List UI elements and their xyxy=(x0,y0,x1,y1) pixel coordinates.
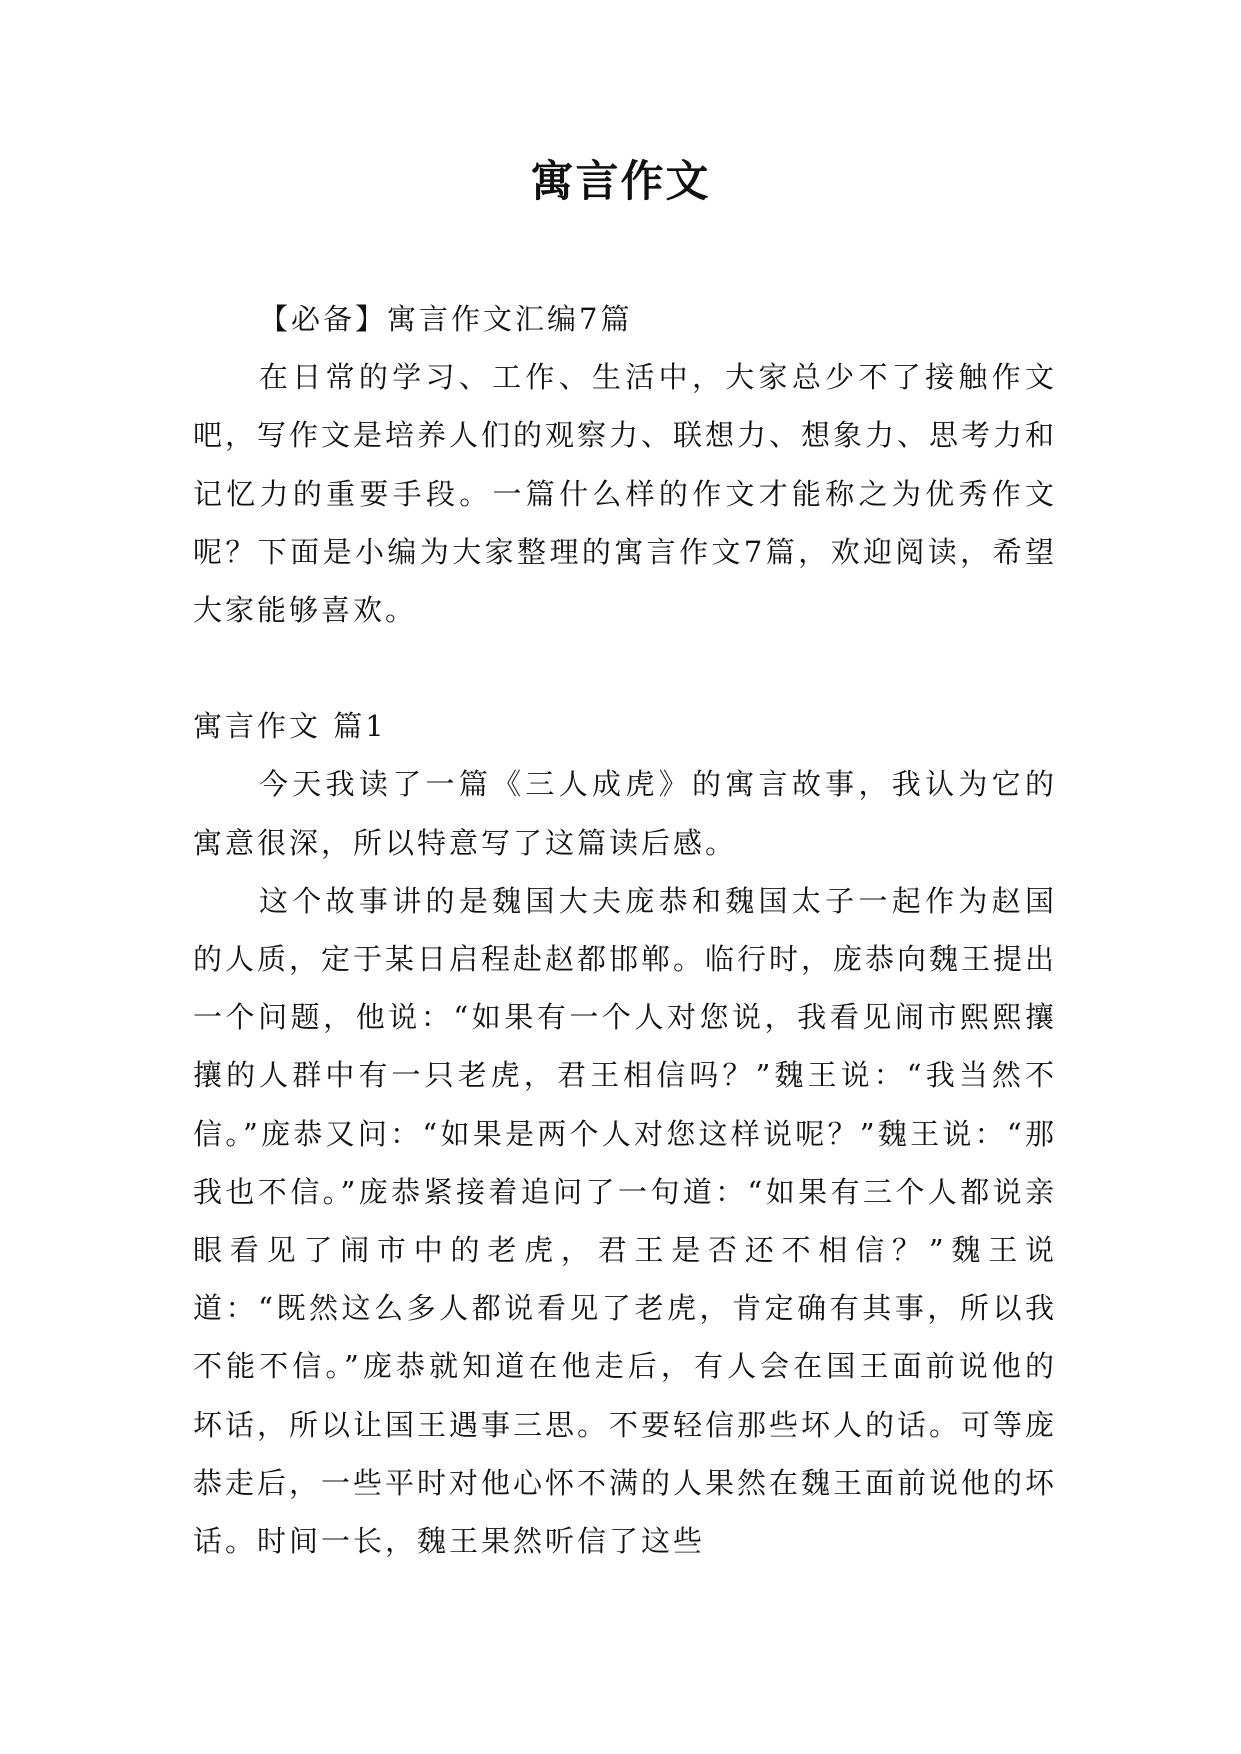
document-body xyxy=(193,290,1057,1570)
section-paragraph: 今天我读了一篇《三人成虎》的寓言故事，我认为它的寓意很深，所以特意写了这篇读后感。 xyxy=(193,767,1057,860)
section-spacer xyxy=(193,639,1057,697)
section-heading: 寓言作文 篇1 xyxy=(193,709,387,744)
subtitle-line: 【必备】寓言作文汇编7篇 xyxy=(259,302,633,336)
document-title: 寓言作文 xyxy=(530,157,711,207)
intro-paragraph: 在日常的学习、工作、生活中，大家总少不了接触作文吧，写作文是培养人们的观察力、联想力、想象力、思考力和记忆力的重要手段。一篇什么样的作文才能称之为优秀作文呢？下面是小编为大家整理的寓言作文7篇，欢迎阅读，希望大家能够喜欢。 xyxy=(193,360,1058,628)
section-paragraph: 这个故事讲的是魏国大夫庞恭和魏国太子一起作为赵国的人质，定于某日启程赴赵都邯郸。临行时，庞恭向魏王提出一个问题，他说：“如果有一个人对您说，我看见闹市熙熙攘攘的人群中有一只老虎，君王相信吗？”魏王说：“我当然不信。”庞恭又问：“如果是两个人对您这样说呢？”魏王说：“那我也不信。”庞恭紧接着追问了一句道：“如果有三个人都说亲眼看见了闹市中的老虎，君王是否还不相信？”魏王说道：“既然这么多人都说看见了老虎，肯定确有其事，所以我不能不信。”庞恭就知道在他走后，有人会在国王面前说他的坏话，所以让国王遇事三思。不要轻信那些坏人的话。可等庞恭走后，一些平时对他心怀不满的人果然在魏王面前说他的坏话。时间一长，魏王果然听信了这些 xyxy=(193,883,1058,1559)
